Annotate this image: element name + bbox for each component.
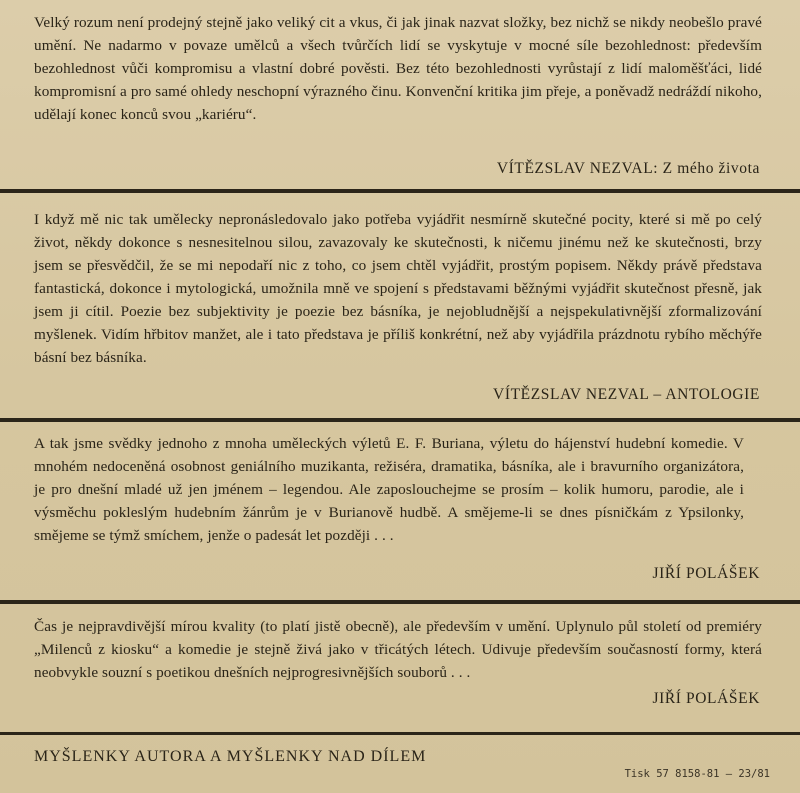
section-divider	[0, 600, 800, 604]
quote-text-polasek-1: A tak jsme svědky jednoho z mnoha uměleckých výletů E. F. Buriana, výletu do hájenství hudební komedie. V mnohém nedoceněná osobnost geniálního muzikanta, režiséra, dramatika, básníka, ale i bravurního organizátora, je pro dnešní mladé už jen jménem – legendou. Ale zaposlouchejme se prosím – kolik humoru, parodie, ale i výsměchu pokleslým hudebním žánrům je v Burianově hudbě. A smějeme-li se dnes písničkám z Ypsilonky, smějeme se týmž smíchem, jenže o padesát let později . . .	[34, 435, 744, 544]
quote-signature-polasek-1: JIŘÍ POLÁŠEK	[652, 565, 760, 582]
quote-text-polasek-2: Čas je nejpravdivější mírou kvality (to platí jistě obecně), ale především v umění. Uplynulo půl století od premiéry „Milenců z kiosku“ a komedie je stejně živá jako v třicátých létech. Udivuje především současností formy, která neobvykle souzní s poetikou dnešních nejprogresivnějších souborů . . .	[34, 618, 762, 681]
quote-signature-polasek-2: JIŘÍ POLÁŠEK	[652, 690, 760, 707]
quote-text-nezval-2: I když mě nic tak umělecky nepronásledovalo jako potřeba vyjádřit nesmírně skutečné pocity, které si mě po celý život, někdy dokonce s nesnesitelnou silou, zavazovaly ke skutečnosti, k ničemu jinému než ke skutečnosti, brzy jsem se přesvědčil, že se mi nepodaří nic z toho, co jsem chtěl vyjádřit, prostým popisem. Někdy právě představa fantastická, dokonce i mytologická, umožnila mně ve spojení s představami běžnými vyjádřit skutečnost přesně, jak jsem ji cítil. Poezie bez subjektivity je poezie bez básníka, je nejobludnější a nejspekulativnější zformalizování myšlenek. Vidím hřbitov manžet, ale i tato představa je příliš konkrétní, než aby vyjádřila prázdnotu rybího měchýře básní bez básníka.	[34, 211, 762, 366]
quote-signature-nezval-1: VÍTĚZSLAV NEZVAL: Z mého života	[496, 160, 760, 177]
section-divider	[0, 418, 800, 422]
quote-text-nezval-1: Velký rozum není prodejný stejně jako veliký cit a vkus, či jak jinak nazvat složky, bez nichž se nikdy neobešlo pravé umění. Ne nadarmo v povaze umělců a všech tvůrčích lidí se vyskytuje v mocné síle bezohlednost: především bezohlednost vůči kompromisu a vlastní dobré pověsti. Bez této bezohlednosti vyrůstají z lidí maloměšťáci, lidé kompromisní a pro samé ohledy neschopní výrazného činu. Konvenční kritika jim přeje, a poněvadž nedráždí nikoho, udělají konec konců svou „kariéru“.	[34, 14, 762, 123]
section-divider	[0, 732, 800, 735]
quote-signature-nezval-2: VÍTĚZSLAV NEZVAL – ANTOLOGIE	[493, 386, 760, 403]
print-code: Tisk 57 8158-81 — 23/81	[624, 768, 770, 780]
album-footer-title: MYŠLENKY AUTORA A MYŠLENKY NAD DÍLEM	[34, 748, 427, 765]
section-divider	[0, 189, 800, 193]
